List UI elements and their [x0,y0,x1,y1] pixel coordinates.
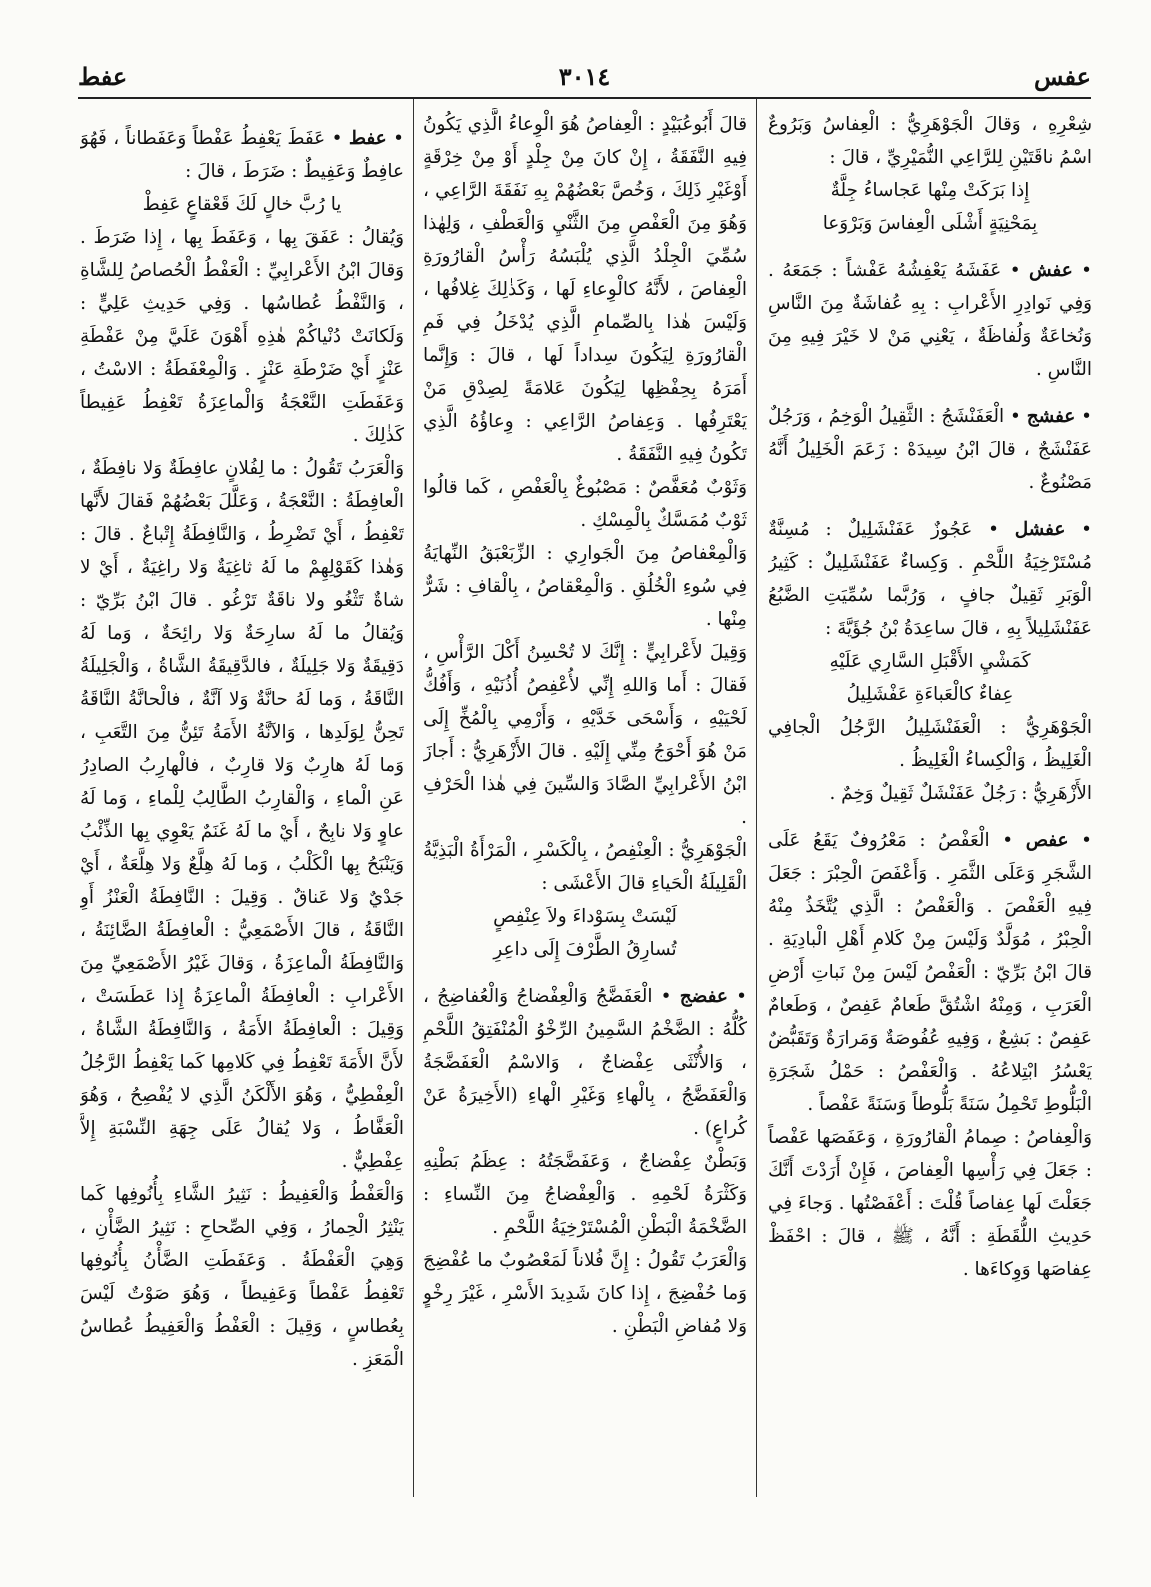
paragraph: الأَزْهَرِيُّ : رَجُلٌ عَفَنْشَلٌ ثَقِيلٌ وَخِمٌ . [829,783,1092,804]
dictionary-entry [80,122,404,188]
verse-line: بِمَحْنِيَةٍ أَشْلَى الْعِفاسَ وَبَرْوَعا [822,213,1038,234]
page-header [78,62,1091,92]
entry-bullet: • [386,128,404,149]
paragraph: الْجَوْهَرِيُّ : الْعَفَنْشَلِيلُ الرَّجُلُ الْجافِي الْغَلِيظُ ، وَالْكِساءُ الْغَلِيظُ . [768,717,1092,771]
column-divider-right [756,99,757,1497]
verse-line: إِذا بَرَكَتْ مِنْها عَجاساءُ جِلَّةٌ [830,180,1030,201]
page-number: ٣٠١٤ [558,62,611,91]
paragraph: وَيُقالُ : عَفَقَ بِها ، وَعَفَطَ بِها ، إِذا ضَرَطَ . وَقالَ ابْنُ الأَعْرابِيِّ : الْعَفْطُ الْحُصاصُ لِلشَّاةِ ، وَالنَّفْطُ عُطاسُها . وَفِي حَدِيثِ عَلِيٍّ : وَلَكانَتْ دُنْياكُمْ هٰذِهِ أَهْوَنَ عَلَيَّ مِنْ عَفْطَةِ عَنْزٍ أَيْ ضَرْطَةِ عَنْزٍ . وَالْمِعْفَطَةُ : الاسْتُ ، وَعَفَطَتِ النَّعْجَةُ وَالْماعِزَةُ تَعْفِطُ عَفِيطاً كَذٰلِكَ . [80,227,404,446]
header-left-word: عفط [78,62,128,91]
entry-bullet: • [1075,406,1092,427]
entry-bullet: • [1068,830,1092,851]
verse-line: تُسارِقُ الطَّرْفَ إِلَى داعِرِ [493,939,677,960]
entry-text: • الْعَفَنْشَجُ : الثَّقِيلُ الْوَخِمُ ، وَرَجُلٌ عَفَنْشَجٌ ، قالَ ابْنُ سِيدَهْ : زَعَمَ الْخَلِيلُ أَنَّهُ مَصْنُوعٌ . [768,406,1092,493]
verse-line: كَمَشْيِ الأَقْبَلِ السَّارِي عَلَيْهِ [829,651,1031,672]
column-middle [423,108,747,1488]
dictionary-entry [768,824,1092,1121]
dictionary-entry [768,400,1092,499]
paragraph: وَقِيلَ لأَعْرابِيٍّ : إِنَّكَ لا تُحْسِنُ أَكْلَ الرَّأْسِ ، فَقالَ : أَما وَاللهِ إِنِّي لأُعْفِصُ أُذُنَيْهِ ، وَأَفُكُّ لَحْيَيْهِ ، وَأَسْحَى خَدَّيْهِ ، وَأَرْمِي بِالْمُخِّ إِلَى مَنْ هُوَ أَحْوَجُ مِنِّي إِلَيْهِ . قالَ الأَزْهَرِيُّ : أَجازَ ابْنُ الأَعْرابِيِّ الصَّادَ وَالسِّينَ فِي هٰذا الْحَرْفِ . [423,642,747,828]
verse-line: يا رُبَّ خالٍ لَكَ قَعْقاعٍ عَفِطْ [142,194,342,215]
paragraph: وَالْعَرَبُ تَقُولُ : إِنَّ فُلاناً لَمَعْصُوبٌ ما عُفْضِجَ وَما حُفْضِجَ ، إِذا كانَ شَدِيدَ الأَسْرِ ، غَيْرَ رِخْوٍ وَلا مُفاضِ الْبَطْنِ . [423,1250,747,1337]
paragraph: وَالْعَرَبُ تَقُولُ : ما لِفُلانٍ عافِطَةٌ وَلا نافِطَةٌ ، الْعافِطَةُ : النَّعْجَةُ ، وَعَلَّلَ بَعْضُهُمْ فَقالَ لأَنَّها تَعْفِطُ ، أَيْ تَضْرِطُ ، وَالنَّافِطَةُ إِتْباعٌ . قالَ : وَهٰذا كَقَوْلِهِمْ ما لَهُ ثاغِيَةٌ وَلا راغِيَةٌ ، أَيْ لا شاةٌ تَثْغُو ولا ناقَةٌ تَرْغُو . قالَ ابْنُ بَرِّيّ : وَيُقالُ ما لَهُ سارِحَةٌ وَلا رائِحَةٌ ، وَما لَهُ دَقِيقَةٌ وَلا جَلِيلَةٌ ، فالدَّقِيقَةُ الشَّاةُ ، وَالْجَلِيلَةُ النَّاقَةُ ، وَما لَهُ حانَّةٌ وَلا آنَّةٌ ، فالْحانَّةُ النَّاقَةُ تَحِنُّ لِوَلَدِها ، وَالآنَّةُ الأَمَةُ تَئِنُّ مِنَ التَّعَبِ ، وَما لَهُ هارِبٌ وَلا قارِبٌ ، فالْهارِبُ الصادِرُ عَنِ الْماءِ ، وَالْقارِبُ الطَّالِبُ لِلْماءِ ، وَما لَهُ عاوٍ وَلا نابِحٌ ، أَيْ ما لَهُ غَنَمٌ يَعْوِي بِها الذِّئْبُ وَيَنْبَحُ بِها الْكَلْبُ ، وَما لَهُ هِلَّعٌ وَلا هِلَّعَةٌ ، أَيْ جَدْيٌ وَلا عَناقٌ . وَقِيلَ : النَّافِطَةُ الْعَنْزُ أَوِ النَّاقَةُ ، قالَ الأَصْمَعِيُّ : الْعافِطَةُ الضَّائِنَةُ ، وَالنَّافِطَةُ الْماعِزَةُ ، وَقالَ غَيْرُ الأَصْمَعِيِّ مِنَ الأَعْرابِ : الْعافِطَةُ الْماعِزَةُ إِذا عَطَسَتْ ، وَقِيلَ : الْعافِطَةُ الأَمَةُ ، وَالنَّافِطَةُ الشَّاةُ ، لأَنَّ الأَمَةَ تَعْفِطُ فِي كَلامِها كَما يَعْفِطُ الرَّجُلُ الْعِفْطِيُّ ، وَهُوَ الأَلْكَنُ الَّذِي لا يُفْصِحُ ، وَهُوَ الْعَفَّاطُ ، وَلا يُقالُ عَلَى جِهَةِ النِّسْبَةِ إِلاَّ عِفْطِيٌّ . [80,458,404,1172]
paragraph: الْجَوْهَرِيُّ : الْعِنْفِصُ ، بِالْكَسْرِ ، الْمَرْأَةُ الْبَذِيَّةُ الْقَلِيلَةُ الْحَياءِ قالَ الأَعْشَى : [423,840,747,894]
column-left [80,108,404,1488]
head-word: عفشل [1014,519,1066,540]
head-word: عفشج [1026,406,1076,427]
head-word: عفش [1028,260,1073,281]
paragraph: شِعْرِهِ ، وَقالَ الْجَوْهَرِيُّ : الْعِفاسُ وَبَرُوعٌ اسْمُ ناقَتَيْنِ لِلرَّاعِي النُّمَيْرِيِّ ، قالَ : [768,114,1092,168]
paragraph: وَالْعِفاصُ : صِمامُ الْقارُورَةِ ، وَعَفَصَها عَفْصاً : جَعَلَ فِي رَأْسِها الْعِفاصَ ، فَإِنْ أَرَدْتَ أَنَّكَ جَعَلْتَ لَها عِفاصاً قُلْتَ : أَعْفَصْتُها . وَجاءَ فِي حَدِيثِ اللُّقَطَةِ : أَنَّهُ ، ﷺ ، قالَ : احْفَظْ عِفاصَها وَوِكاءَها . [768,1127,1092,1280]
head-word: عفضج [679,986,728,1007]
paragraph: وَثَوْبٌ مُعَفَّصٌ : مَصْبُوغٌ بِالْعَفْصِ ، كَما قالُوا ثَوْبٌ مُمَسَّكٌ بِالْمِسْكِ . [423,477,747,531]
entry-bullet: • [727,986,747,1007]
entry-text: • عَفَطَ يَعْفِطُ عَفْطاً وَعَفَطاناً ، فَهُوَ عافِطٌ وَعَفِيطٌ : ضَرَطَ ، قالَ : [80,128,404,182]
head-word: عفص [1025,830,1069,851]
paragraph: وَالْعَفْطُ وَالْعَفِيطُ : نَثِيرُ الشَّاءِ بِأُنُوفِها كَما يَنْثِرُ الْحِمارُ ، وَفِي الصِّحاحِ : نَثِيرُ الضَّأْنِ ، وَهِيَ الْعَفْطَةُ . وَعَفَطَتِ الضَّأْنُ بِأُنُوفِها تَعْفِطُ عَفْطاً وَعَفِيطاً ، وَهُوَ صَوْتٌ لَيْسَ بِعُطاسٍ ، وَقِيلَ : الْعَفْطُ وَالْعَفِيطُ عُطاسُ الْمَعَزِ . [80,1184,404,1370]
column-divider-left [413,99,414,1497]
header-right-word: عفس [1033,62,1091,91]
paragraph: وَالْمِعْفاصُ مِنَ الْجَوارِي : الزِّبَعْبَقُ النِّهايَةُ فِي سُوءِ الْخُلُقِ . وَالْمِعْقاصُ ، بِالْقافِ : شَرٌّ مِنْها . [423,543,747,630]
entry-text: • عَجُوزٌ عَفَنْشَلِيلٌ : مُسِنَّةٌ مُسْتَرْخِيَةُ اللَّحْمِ . وَكِساءٌ عَفَنْشَلِيلٌ : كَثِيرُ الْوَبَرِ ثَقِيلٌ جافٍ ، وَرُبَّما سُمِّيَتِ الضَّبُعُ عَفَنْشَلِيلاً بِهِ ، قالَ ساعِدَةُ بْنُ جُؤَيَّةَ : [768,519,1092,639]
entry-text: • الْعَفَضَّجُ وَالْعِفْضاجُ وَالْعُفاضِجُ ، كُلُّهُ : الضَّخْمُ السَّمِينُ الرِّخْوُ الْمُنْفَتِقُ اللَّحْمِ ، وَالأُنْثَى عِفْضاجٌ ، وَالاسْمُ الْعَفَضَّجَةُ وَالْعَفَضَّجُ ، بِالْهاءِ وَغَيْرِ الْهاءِ (الأَخِيرَةُ عَنْ كُراعٍ) . [423,986,747,1139]
verse-line: عِفاءٌ كالْعَباءَةِ عَفْشَلِيلُ [846,684,1014,705]
entry-bullet: • [1065,519,1092,540]
paragraph: قالَ أَبُوعُبَيْدٍ : الْعِفاصُ هُوَ الْوِعاءُ الَّذِي يَكُونُ فِيهِ النَّفَقَةُ ، إِنْ كانَ مِنْ جِلْدٍ أَوْ مِنْ خِرْقَةٍ أَوْغَيْرِ ذَلِكَ ، وَخُصَّ بَعْضُهُمْ بِهِ نَفَقَةَ الرَّاعِي ، وَهُوَ مِنَ الْعَفْصِ مِنَ الثَّنْيِ وَالْعَطْفِ ، وَلِهٰذا سُمِّيَ الْجِلْدُ الَّذِي يُلْبَسُهُ رَأْسُ الْقارُورَةِ الْعِفاصَ ، لأَنَّهُ كالْوِعاءِ لَها ، وَكَذٰلِكَ غِلافُها ، وَلَيْسَ هٰذا بِالصِّمامِ الَّذِي يُدْخَلُ فِي فَمِ الْقارُورَةِ لِيَكُونَ سِداداً لَها ، قالَ : وَإِنَّما أَمَرَهُ بِحِفْظِها لِيَكُونَ عَلامَةً لِصِدْقِ مَنْ يَعْتَرِفُها . وَعِفاصُ الرَّاعِي : وِعاؤُهُ الَّذِي تَكُونُ فِيهِ النَّفَقَةُ . [423,114,747,465]
header-rule [78,97,1091,99]
head-word: عفط [348,128,387,149]
verse-line: لَيْسَتْ بِسَوْداءَ ولاَ عِنْفِصٍ [493,906,677,927]
entry-text: • عَفَشَهُ يَعْفِشُهُ عَفْشاً : جَمَعَهُ . وَفِي نَوادِرِ الأَعْرابِ : بِهِ عُفاشَةٌ مِنَ النَّاسِ وَنُخاعَةٌ وَلُفاظَةٌ ، يَعْنِي مَنْ لا خَيْرَ فِيهِ مِنَ النَّاسِ . [768,260,1092,380]
dictionary-entry [768,513,1092,645]
entry-text: • الْعَفْصُ : مَعْرُوفٌ يَقَعُ عَلَى الشَّجَرِ وَعَلَى الثَّمَرِ . وَأَعْفَصَ الْحِبْرَ : جَعَلَ فِيهِ الْعَفْصَ . وَالْعَفْصُ : الَّذِي يُتَّخَذُ مِنْهُ الْحِبْرُ ، مُوَلَّدٌ وَلَيْسَ مِنْ كَلامِ أَهْلِ الْبادِيَةِ . قالَ ابْنُ بَرِّيّ : الْعَفْصُ لَيْسَ مِنْ نَباتِ أَرْضِ الْعَرَبِ ، وَمِنْهُ اشْتُقَّ طَعامٌ عَفِصٌ ، وَطَعامٌ عَفِصٌ : بَشِعٌ ، وَفِيهِ عُفُوصَةٌ وَمَرارَةٌ وَتَقَبُّضٌ يَعْسُرُ ابْتِلاعُهُ . وَالْعَفْصُ : حَمْلُ شَجَرَةِ الْبَلُّوطِ تَحْمِلُ سَنَةً بَلُّوطاً وَسَنَةً عَفْصاً . [768,830,1092,1115]
entry-bullet: • [1072,260,1092,281]
paragraph: وَبَطْنٌ عِفْضاجٌ ، وَعَفَضَّجَتُهُ : عِظَمُ بَطْنِهِ وَكَثْرَةُ لَحْمِهِ . وَالْعِفْضاجُ مِنَ النِّساءِ : الضَّخْمَةُ الْبَطْنِ الْمُسْتَرْخِيَةُ اللَّحْمِ . [423,1151,747,1238]
column-right [768,108,1092,1488]
dictionary-entry [768,254,1092,386]
dictionary-entry [423,980,747,1145]
